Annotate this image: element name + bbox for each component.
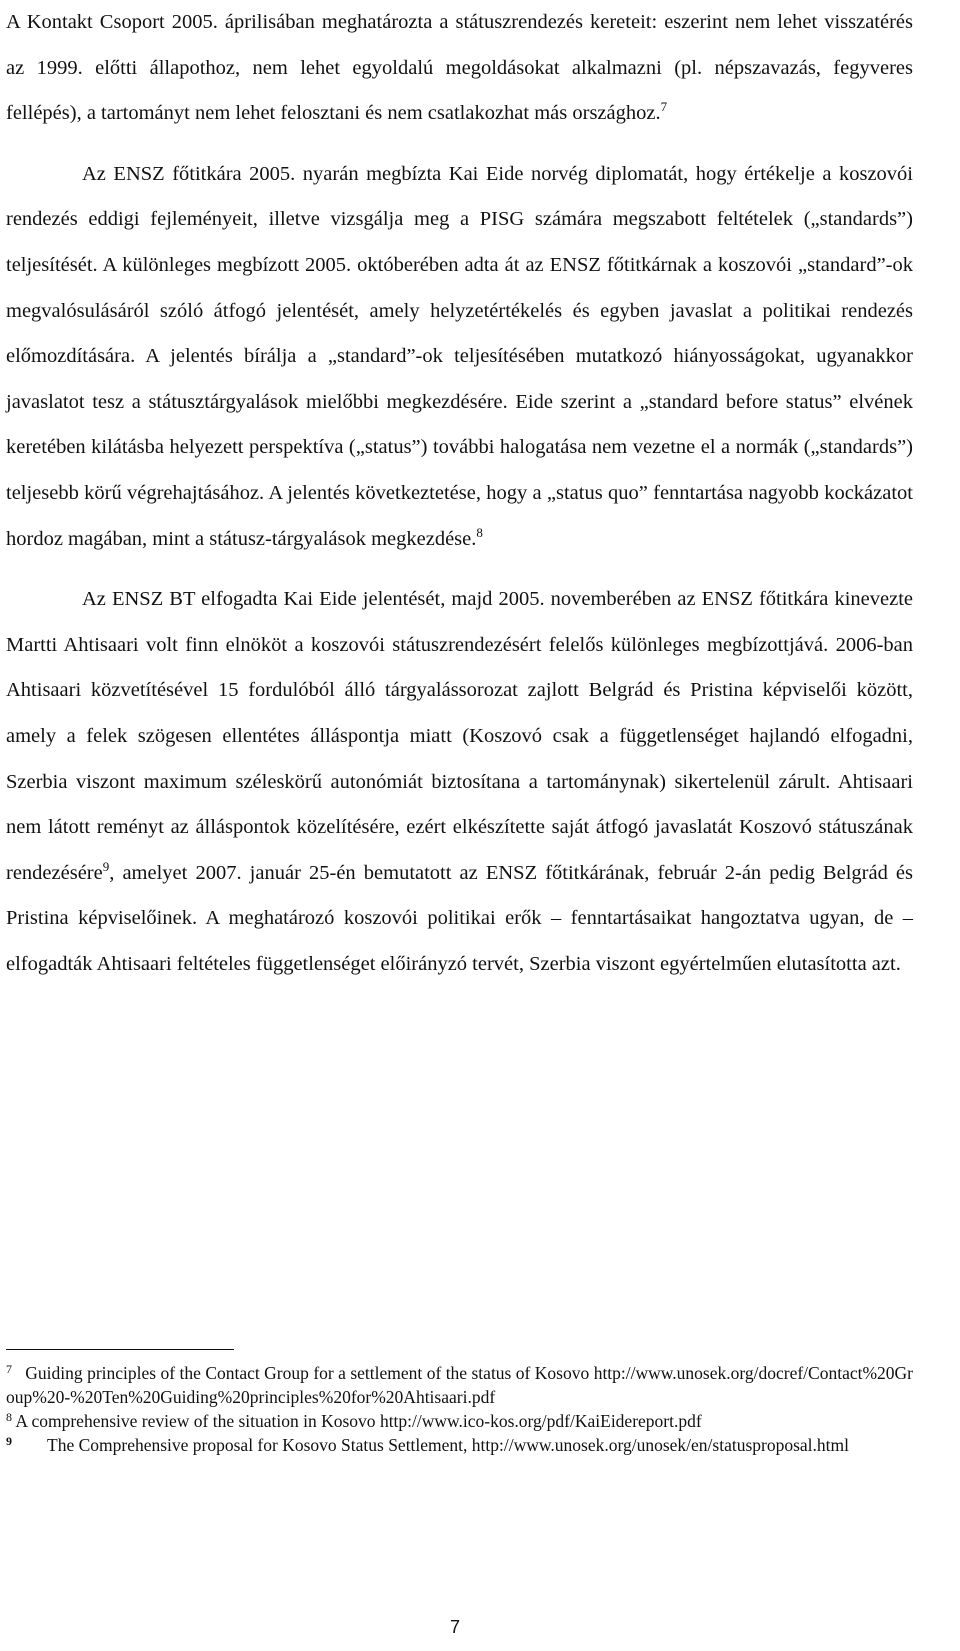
footnote-text: Guiding principles of the Contact Group for a settlement of the status of Kosovo bbox=[25, 1363, 590, 1383]
paragraph-kai-eide-report bbox=[6, 152, 913, 562]
paragraph-text: Az ENSZ BT elfogadta Kai Eide jelentését, majd 2005. novemberében az ENSZ főtitkára kinevezte Martti Ahtisaari volt finn elnököt a koszovói státuszrendezésért felelős különleges megbízottjává. 2006-ban Ahtisaari közvetítésével 15 fordulóból álló tárgyalássorozat zajlott Belgrád és Pristina képviselői között, amely a felek szögesen ellentétes álláspontja miatt (Koszovó csak a függetlenséget hajlandó elfogadni, Szerbia viszont maximum széleskörű autonómiát biztosítana a tartománynak) sikertelenül zárult. Ahtisaari nem látott reményt az álláspontok közelítésére, ezért elkészítette saját átfogó javaslatát Koszovó státuszának rendezésére bbox=[6, 588, 913, 884]
body-text bbox=[6, 0, 913, 987]
footnote-ref-7[interactable]: 7 bbox=[660, 99, 668, 115]
footnote-7 bbox=[6, 1361, 913, 1409]
footnote-ref-8[interactable]: 8 bbox=[476, 524, 483, 540]
footnote-9 bbox=[6, 1433, 913, 1457]
paragraph-kontakt-csoport bbox=[6, 0, 913, 137]
footnote-link[interactable]: http://www.unosek.org/unosek/en/statusproposal.html bbox=[471, 1435, 849, 1455]
footnote-text: The Comprehensive proposal for Kosovo Status Settlement, bbox=[47, 1435, 468, 1455]
page-number: 7 bbox=[449, 1617, 460, 1637]
footnote-number: 8 bbox=[6, 1410, 12, 1424]
footnotes bbox=[6, 1361, 913, 1457]
footnote-link[interactable]: http://www.ico-kos.org/pdf/KaiEidereport.pdf bbox=[379, 1411, 702, 1431]
footnote-ref-9[interactable]: 9 bbox=[102, 858, 110, 874]
footnote-text: A comprehensive review of the situation in Kosovo bbox=[15, 1411, 376, 1431]
footnote-link[interactable]: http://www.unosek.org/docref/Contact%20Group%20-%20Ten%20Guiding%20principles%20for%20Ahtisaari.pdf bbox=[6, 1363, 914, 1407]
footnote-separator bbox=[6, 1349, 234, 1350]
footnote-number: 7 bbox=[6, 1362, 12, 1376]
footnote-8 bbox=[6, 1409, 913, 1433]
paragraph-ahtisaari-plan bbox=[6, 577, 913, 987]
paragraph-text: Az ENSZ főtitkára 2005. nyarán megbízta Kai Eide norvég diplomatát, hogy értékelje a koszovói rendezés eddigi fejleményeit, illetve vizsgálja meg a PISG számára megszabott feltételek („standards”) teljesítését. A különleges megbízott 2005. októberében adta át az ENSZ főtitkárnak a koszovói „standard”-ok megvalósulásáról szóló átfogó jelentését, amely helyzetértékelés és egyben javaslat a politikai rendezés előmozdítására. A jelentés bírálja a „standard”-ok teljesítésében mutatkozó hiányosságokat, ugyanakkor javaslatot tesz a státusztárgyalások mielőbbi megkezdésére. Eide szerint a „standard before status” elvének keretében kilátásba helyezett perspektíva („status”) további halogatása nem vezetne el a normák („standards”) teljesebb körű végrehajtásához. A jelentés következtetése, hogy a „status quo” fenntartása nagyobb kockázatot hordoz magában, mint a státusz-tárgyalások megkezdése. bbox=[6, 162, 913, 550]
footnote-number: 9 bbox=[6, 1434, 12, 1448]
paragraph-text: A Kontakt Csoport 2005. áprilisában meghatározta a státuszrendezés kereteit: eszerint nem lehet visszatérés az 1999. előtti állapothoz, nem lehet egyoldalú megoldásokat alkalmazni (pl. népszavazás, fegyveres fellépés), a tartományt nem lehet felosztani és nem csatlakozhat más országhoz. bbox=[6, 11, 913, 125]
paragraph-text: , amelyet 2007. január 25-én bemutatott az ENSZ főtitkárának, február 2-án pedig Belgrád és Pristina képviselőinek. A meghatározó koszovói politikai erők – fenntartásaikat hangoztatva ugyan, de – elfogadták Ahtisaari feltételes függetlenséget előirányzó tervét, Szerbia viszont egyértelműen elutasította azt. bbox=[6, 861, 913, 975]
